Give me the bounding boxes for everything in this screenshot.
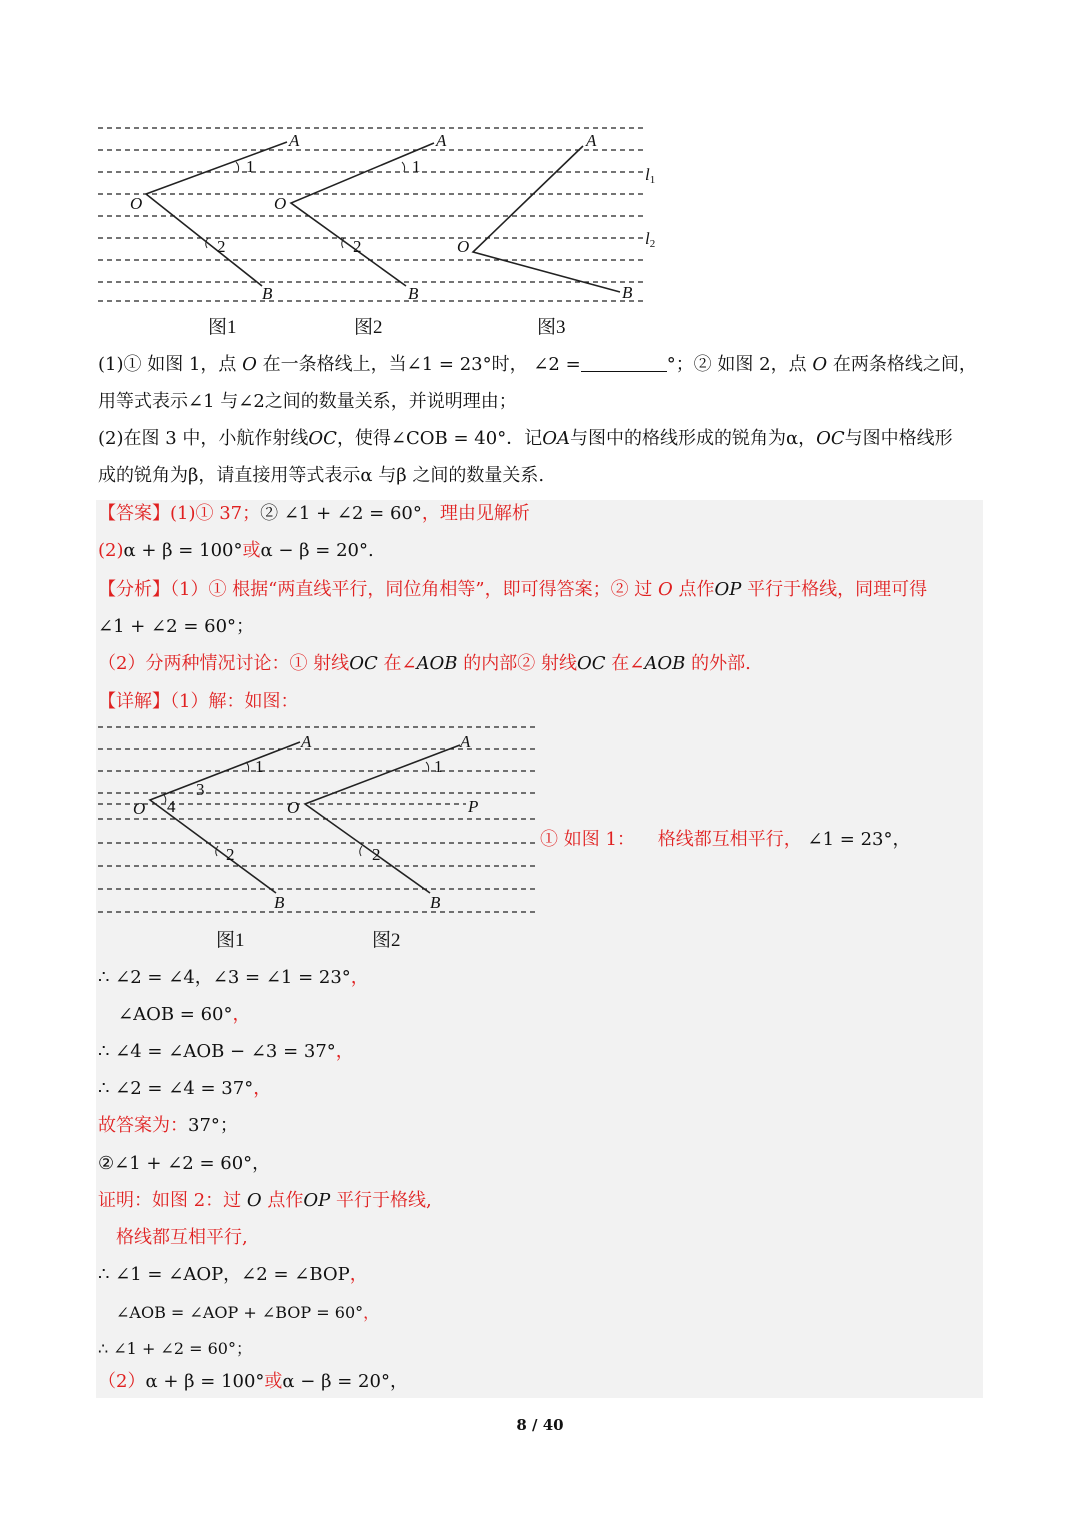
- detail-figure: [96, 718, 542, 955]
- detail-fig2-angle-1: 1: [434, 757, 443, 776]
- detail-fig1-O: O: [133, 799, 146, 818]
- fig3-angle: [473, 146, 620, 292]
- analysis-line-3: （2）分两种情况讨论：① 射线OC 在∠AOB 的内部② 射线OC 在∠AOB 的外部.: [98, 653, 751, 674]
- answer-blank[interactable]: [581, 353, 667, 372]
- problem-line-2: 用等式表示∠1 与∠2之间的数量关系，并说明理由；: [98, 391, 517, 412]
- answer-line-1: 【答案】(1)① 37；② ∠1 + ∠2 = 60°，理由见解析: [98, 503, 530, 524]
- grid-lines: [98, 128, 643, 301]
- detail-fig1-angle-3: 3: [196, 780, 205, 799]
- fig1-angle: [146, 142, 287, 286]
- analysis-line-1: 【分析】（1）① 根据“两直线平行，同位角相等”，即可得答案；② 过 O 点作OP 平行于格线，同理可得: [98, 579, 928, 600]
- detail-fig1-angle-2: 2: [226, 845, 235, 864]
- fig1-label-O: O: [130, 194, 143, 213]
- label-l1: l1: [645, 165, 656, 186]
- detail-fig1-A: A: [301, 732, 312, 751]
- detail-proof-parallel: 格线都互相平行,: [116, 1227, 248, 1248]
- fig2-label-O: O: [274, 194, 287, 213]
- detail-proof-line: 证明：如图 2：过 O 点作OP 平行于格线,: [98, 1190, 432, 1211]
- label-l2: l2: [645, 229, 656, 250]
- detail-fig2-A: A: [460, 732, 471, 751]
- fig3-label-A: A: [586, 131, 597, 150]
- fig3-label-B: B: [622, 283, 633, 302]
- detail-proof-step-1: ∴ ∠1 = ∠AOP，∠2 = ∠BOP，: [98, 1264, 368, 1285]
- detail-step-4: ∴ ∠2 = ∠4 = 37°，: [98, 1078, 272, 1099]
- top-figure: [96, 118, 676, 343]
- fig1-angle-1: 1: [246, 157, 255, 176]
- answer-line-2: (2)α + β = 100°或α − β = 20°.: [98, 540, 374, 561]
- detail-fig1-B: B: [274, 893, 285, 912]
- detail-line-1: 【详解】（1）解：如图：: [98, 691, 299, 712]
- fig2-label-A: A: [436, 131, 447, 150]
- fig3-label-O: O: [457, 237, 470, 256]
- fig1-label-A: A: [289, 131, 300, 150]
- fig1-angle-2: 2: [217, 237, 226, 256]
- detail-conclusion: 故答案为：37°；: [98, 1115, 238, 1136]
- detail-step-3: ∴ ∠4 = ∠AOB − ∠3 = 37°，: [98, 1041, 354, 1062]
- detail-fig2-P: P: [468, 797, 479, 816]
- detail-fig2-angle-2: 2: [372, 845, 381, 864]
- detail-caption-fig2: 图2: [372, 930, 401, 951]
- detail-fig1-angle: [150, 742, 300, 893]
- detail-fig2-O: O: [287, 798, 300, 817]
- problem-line-3: (2)在图 3 中，小航作射线OC，使得∠COB = 40°．记OA与图中的格线形成的锐角为α，OC与图中格线形: [98, 428, 953, 449]
- detail-proof-step-2: ∠AOB = ∠AOP + ∠BOP = 60°，: [116, 1303, 380, 1322]
- detail-part2-title: ②∠1 + ∠2 = 60°，: [98, 1153, 271, 1174]
- detail-fig2-B: B: [430, 893, 441, 912]
- page-number: 8 / 40: [516, 1416, 564, 1434]
- detail-fig1-angle-4: 4: [167, 797, 176, 816]
- caption-fig2: 图2: [354, 317, 383, 338]
- side-note: ① 如图 1： 格线都互相平行， ∠1 = 23°，: [540, 829, 911, 850]
- fig2-angle-2: 2: [353, 237, 362, 256]
- problem-line-1: (1)① 如图 1，点 O 在一条格线上，当∠1 = 23°时， ∠2 = °；② 如图 2，点 O 在两条格线之间，: [98, 354, 977, 375]
- problem-line-4: 成的锐角为β，请直接用等式表示α 与β 之间的数量关系.: [98, 465, 545, 486]
- analysis-line-2: ∠1 + ∠2 = 60°；: [98, 616, 255, 637]
- detail-proof-step-3: ∴ ∠1 + ∠2 = 60°；: [98, 1339, 252, 1358]
- caption-fig1: 图1: [208, 317, 237, 338]
- detail-step-2: ∠AOB = 60°，: [118, 1004, 251, 1025]
- caption-fig3: 图3: [537, 317, 566, 338]
- detail-part2-answer: （2）α + β = 100°或α − β = 20°，: [98, 1371, 408, 1392]
- detail-caption-fig1: 图1: [216, 930, 245, 951]
- detail-fig1-angle-1: 1: [255, 757, 264, 776]
- detail-step-1: ∴ ∠2 = ∠4，∠3 = ∠1 = 23°，: [98, 967, 369, 988]
- fig1-label-B: B: [262, 284, 273, 303]
- fig2-label-B: B: [408, 284, 419, 303]
- fig2-angle-1: 1: [412, 157, 421, 176]
